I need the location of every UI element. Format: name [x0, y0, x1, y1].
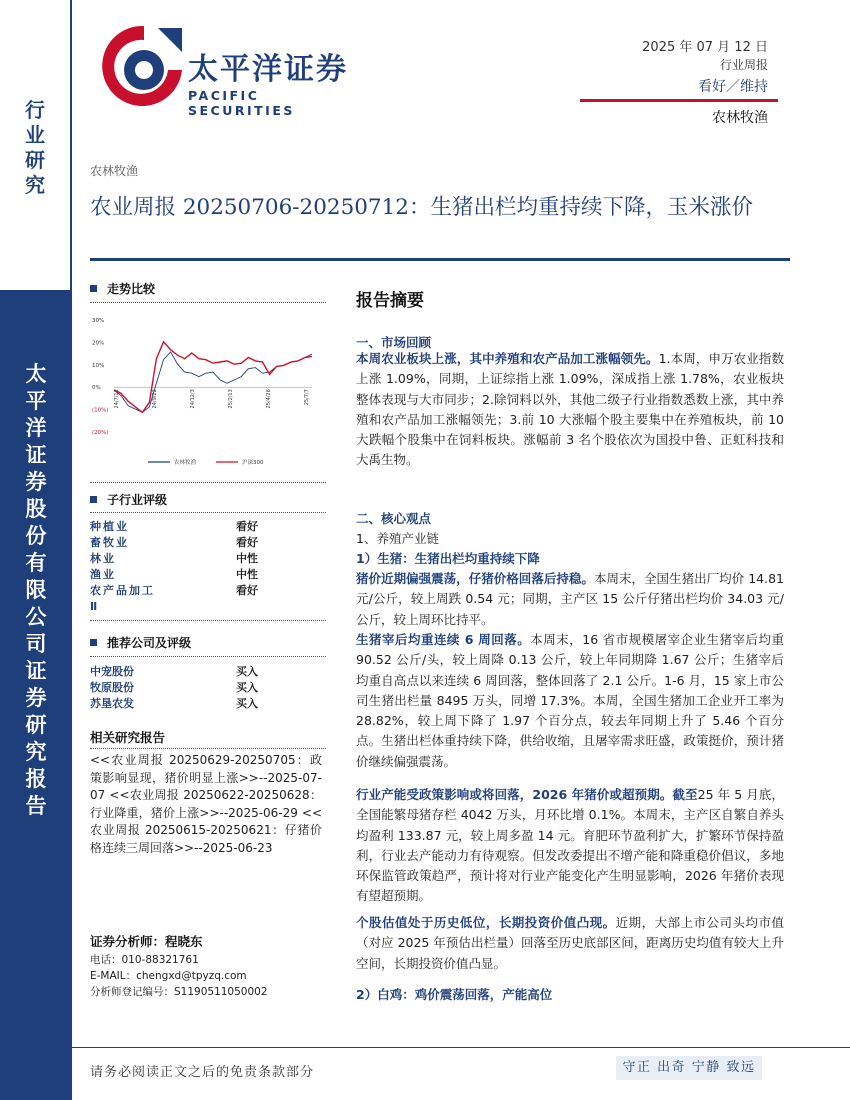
report-type: 行业周报: [719, 58, 768, 72]
y-tick-label: 10%: [92, 362, 105, 369]
industry-rating: 看好／维持: [698, 79, 768, 95]
sub-industry-row: 林业 中性: [90, 552, 258, 565]
header-sector: 农林牧渔: [712, 110, 768, 126]
square-bullet-icon: [90, 285, 97, 292]
company-row: 牧原股份 买入: [90, 681, 258, 694]
x-tick-label: 24/9/22: [152, 389, 158, 409]
recommend-heading: 推荐公司及评级: [90, 634, 191, 651]
sidebar-top-text: 行 业 研 究: [25, 98, 45, 197]
sub-industry-row: 农产品加工 看好: [90, 584, 258, 597]
square-bullet-icon: [90, 496, 97, 503]
trend-chart: [90, 308, 326, 476]
sidebar: [0, 0, 72, 1100]
x-tick-label: 25/2/13: [228, 389, 234, 409]
dotted-divider: [90, 302, 326, 303]
footer-motto: 守正 出奇 宁静 致远: [616, 1056, 762, 1080]
legend-label: 沪深300: [242, 460, 264, 466]
analyst-email: E-MAIL：chengxd@tpyzq.com: [90, 970, 247, 982]
sub-industry-row: 渔业 中性: [90, 568, 258, 581]
company-row: 苏垦农发 买入: [90, 697, 258, 710]
series-line-agri: [114, 352, 312, 412]
related-reports-heading: 相关研究报告: [90, 730, 166, 745]
dotted-divider: [90, 620, 326, 621]
sidebar-bottom: [0, 290, 72, 1100]
y-tick-label: 30%: [92, 318, 105, 324]
dotted-divider: [90, 748, 326, 749]
x-tick-label: 25/4/26: [266, 389, 272, 409]
analyst-name: 证券分析师：程晓东: [90, 934, 203, 949]
related-reports-text: <<农业周报 20250629-20250705：政策影响显现，猪价明显上涨>>--2025-07-07 <<农业周报 20250622-20250628：行业降重，猪价上涨>>--2025-06-29 <<农业周报 20250615-20250621：仔猪价格连续三周回落>>--2025-06-23: [90, 753, 322, 855]
header-divider: [580, 99, 778, 102]
market-review-text: 本周农业板块上涨，其中养殖和农产品加工涨幅领先。1.本周，申万农业指数上涨 1.09%，同期，上证综指上涨 1.09%，深成指上涨 1.78%，农业板块整体表现与大市同步；2.除饲料以外，其他二级子行业指数悉数上涨，其中养殖和农产品加工涨幅领先；3.前 10 大涨幅个股主要集中在养殖板块，前 10 大跌幅个股集中在饲料板块。涨幅前 3 名个股依次为国投中鲁、正虹科技和大禹生物。: [356, 351, 784, 468]
chain-title: 1、养殖产业链: [356, 531, 439, 546]
square-bullet-icon: [90, 639, 97, 646]
summary-heading: 报告摘要: [356, 291, 424, 311]
section-core-title: 二、核心观点: [356, 511, 432, 526]
pig-title: 1）生猪：生猪出栏均重持续下降: [356, 551, 540, 566]
y-tick-label: 0%: [92, 385, 101, 392]
pig-weight-paragraph: 生猪宰后均重连续 6 周回落。本周末，16 省市规模屠宰企业生猪宰后均重 90.52 公斤/头，较上周降 0.13 公斤，较上年同期降 1.67 公斤；生猪宰后均重自高点以来连续 6 周回落，整体回落了 2.1 公斤。1-6 月，15 家上市公司生猪出栏量 8495 万头，同增 17.3%。本周，全国生猪加工企业开工率为 28.82%，较上周下降了 1.97 个百分点，较去年同期上升了 5.46 个百分点。生猪出栏体重持续下降，供给收缩，且屠宰需求旺盛，政策挺价，预计猪价继续偏强震荡。: [356, 632, 784, 769]
logo-mark-icon: [96, 18, 186, 113]
x-tick-label: 25/7/7: [304, 389, 310, 406]
footer-divider: [72, 1047, 850, 1048]
dotted-divider: [90, 656, 326, 657]
legend-label: 农林牧渔: [174, 460, 197, 466]
valuation-paragraph: 个股估值处于历史低位，长期投资价值凸现。近期，大部上市公司头均市值（对应 2025 年预估出栏量）回落至历史底部区间，距离历史均值有较大上升空间，长期投资价值凸显。: [356, 915, 784, 971]
y-tick-label: 20%: [92, 340, 105, 347]
footer-disclaimer: 请务必阅读正文之后的免责条款部分: [90, 1065, 315, 1080]
chicken-title: 2）白鸡：鸡价震荡回落，产能高位: [356, 987, 553, 1002]
trend-heading: 走势比较: [90, 280, 155, 297]
report-date: 2025 年 07 月 12 日: [642, 40, 768, 55]
report-title: 农业周报 20250706-20250712：生猪出栏均重持续下降，玉米涨价: [90, 195, 753, 220]
sub-industry-row: 种植业 看好: [90, 520, 258, 533]
section-market-title: 一、市场回顾: [356, 335, 432, 350]
analyst-phone: 电话：010-88321761: [90, 954, 199, 966]
sub-industry-list: [90, 519, 326, 615]
sub-industry-row: Ⅱ: [90, 600, 100, 613]
sector-label: 农林牧渔: [90, 164, 139, 178]
sub-industry-heading: 子行业评级: [90, 491, 167, 508]
company-logo: [96, 18, 366, 118]
series-line-hs300: [114, 342, 312, 413]
pig-price-paragraph: 猪价近期偏强震荡，仔猪价格回落后持稳。本周末，全国生猪出厂均价 14.81 元/公斤，较上周跌 0.54 元；同期，主产区 15 公斤仔猪出栏均价 34.03 元/公斤，较上周环比持平。: [356, 571, 784, 627]
x-tick-label: 24/7/12: [114, 389, 120, 409]
title-divider: [90, 258, 790, 261]
sidebar-bottom-text: 太 平 洋 证 券 股 份 有 限 公 司 证 券 研 究 报 告: [25, 361, 47, 818]
dotted-divider: [90, 512, 326, 513]
sub-industry-row: 畜牧业 看好: [90, 536, 258, 549]
x-tick-label: 24/12/3: [190, 389, 196, 409]
y-tick-label: (20%): [92, 430, 109, 436]
company-row: 中宠股份 买入: [90, 665, 258, 678]
capacity-paragraph: 行业产能受政策影响或将回落，2026 年猪价或超预期。截至25 年 5 月底，全国能繁母猪存栏 4042 万头，月环比增 0.1%。本周末，主产区自繁自养头均盈利 133.87 元，较上周多盈 14 元。育肥环节盈利扩大，扩繁环节保持盈利，行业去产能动力有待观察。但发改委提出不增产能和降重稳价倡议，多地环保监管政策趋严，预计将对行业产能变化产生明显影响，2026 年猪价表现有望超预期。: [356, 787, 784, 904]
sidebar-top: [0, 0, 72, 290]
dotted-divider: [90, 482, 326, 483]
company-list: [90, 664, 326, 712]
logo-name-cn: 太平洋证券: [188, 52, 348, 87]
y-tick-label: (10%): [92, 407, 109, 414]
analyst-registration: 分析师登记编号：S1190511050002: [90, 986, 268, 998]
logo-name-en: PACIFIC SECURITIES: [188, 88, 295, 118]
